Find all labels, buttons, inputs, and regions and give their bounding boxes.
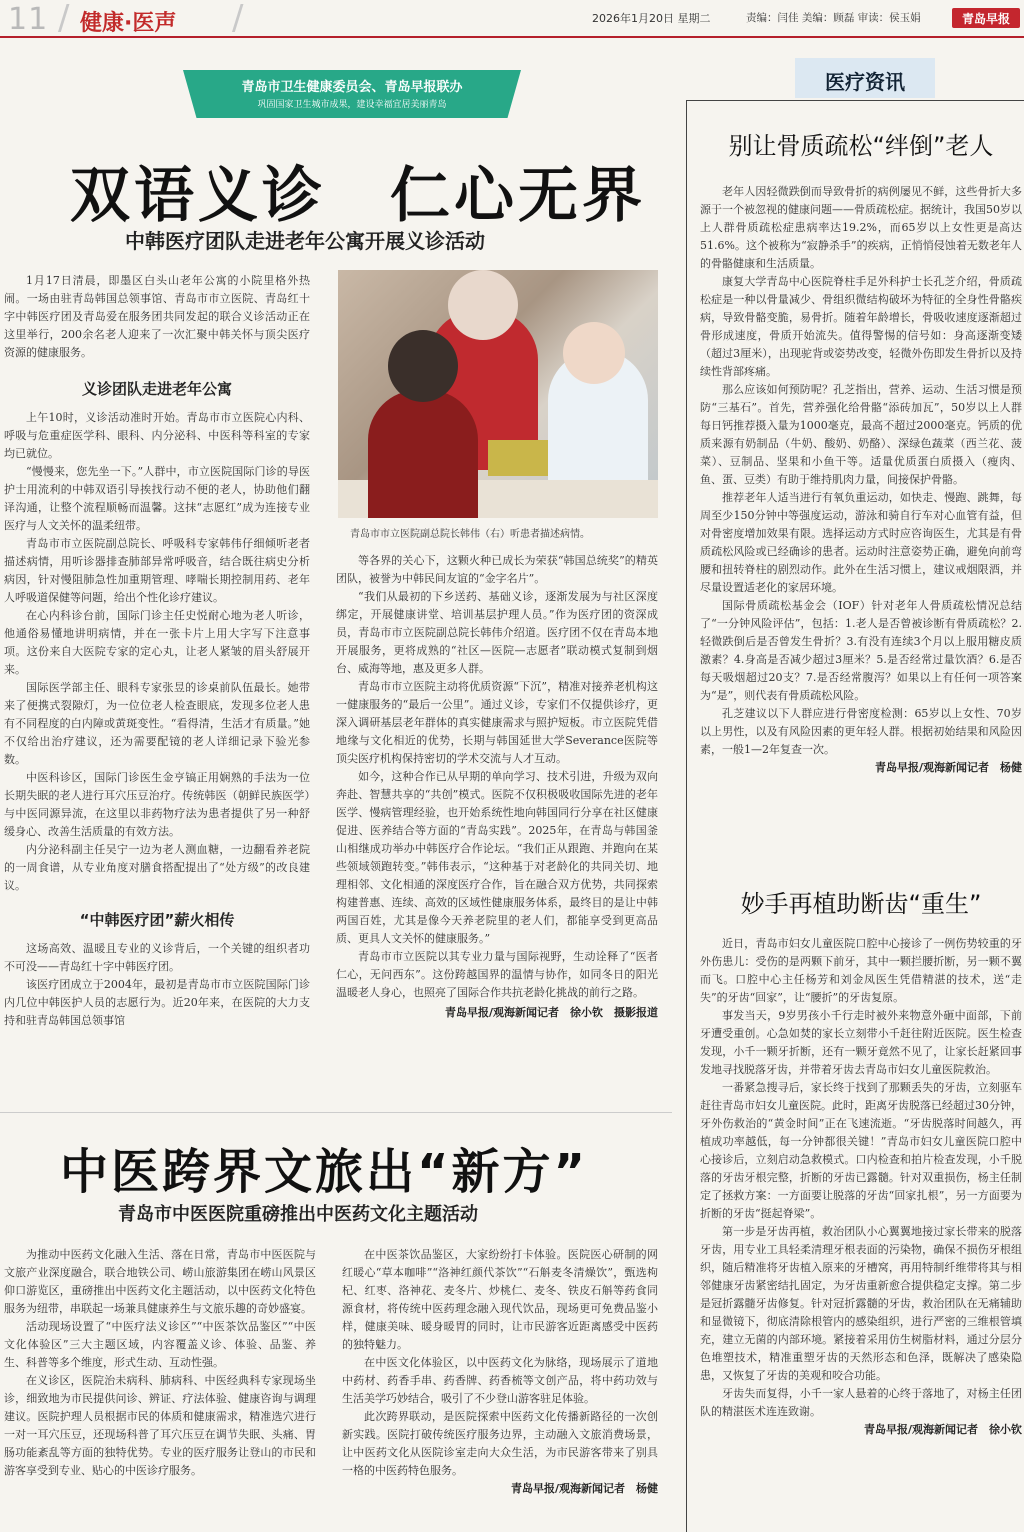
paragraph: 在中医文化体验区，以中医药文化为脉络，现场展示了道地中药材、药香手串、药香牌、药香梳等文创产品，将中药功效与生活美学巧妙结合，吸引了不少登山游客驻足体验。 [342,1356,658,1405]
paragraph: 推荐老年人适当进行有氧负重运动，如快走、慢跑、跳舞，每周至少150分钟中等强度运动，游泳和骑自行车对心血管有益，但对骨密度增加效果有限。选择运动方式时应咨询医生，尤其是有骨质疏松风险或已经确诊的患者。运动时注意姿势正确，避免向前弯腰和扭转脊柱的剧烈动作。此外在生活习惯上，建议戒烟限酒，并尽量设置适老化的家居环境。 [700,491,1022,594]
section-divider [0,1112,672,1113]
paragraph: 这场高效、温暖且专业的义诊背后，一个关键的组织者功不可没——青岛红十字中韩医疗团。 [4,942,310,973]
paragraph: 活动现场设置了“中医疗法义诊区”“中医茶饮品鉴区”“中医文化体验区”三大主题区域，内容覆盖义诊、体验、品鉴、养生、科普等多个维度，形式生动、互动性强。 [4,1320,316,1369]
paragraph: 青岛市市立医院副总院长、呼吸科专家韩伟仔细倾听老者描述病情，用听诊器排查肺部异常呼吸音，结合既往病史分析病因，针对慢阻肺急性加重期管理、哮喘长期控制用药、老年人呼吸道保健等问题，给出个性化诊疗建议。 [4,537,310,604]
article1-col1 [4,272,310,1030]
article4-byline: 青岛早报/观海新闻记者 徐小钦 [863,1423,1022,1436]
sidebar-article4 [700,884,1022,1437]
paragraph: 在中医茶饮品鉴区，大家纷纷打卡体验。医院医心研制的网红暖心“草本咖啡”“洛神红颜代茶饮”“石斛麦冬清燥饮”，甄选枸杞、红枣、洛神花、麦冬片、炒桃仁、麦冬、铁皮石斛等药食同源食材，将传统中医药理念融入现代饮品，现场更可免费品鉴小样，健康美味、暖身暖胃的同时，让市民游客近距离感受中医药的独特魅力。 [342,1248,658,1351]
photo-caption: 青岛市市立医院副总院长韩伟（右）听患者描述病情。 [350,529,590,540]
paragraph: 事发当天，9岁男孩小千行走时被外来物意外砸中面部，下前牙遭受重创。心急如焚的家长立刻带小千赶往附近医院。医生检查发现，小千一颗牙折断，还有一颗牙竟然不见了，让家长赶紧回事发地寻找脱落牙齿，并带着牙齿去青岛市妇女儿童医院救治。 [700,1009,1022,1076]
paragraph: 在心内科诊台前，国际门诊主任史悦耐心地为老人听诊，他通俗易懂地讲明病情，并在一张卡片上用大字写下注意事项。这份来自大医院专家的定心丸，让老人紧皱的眉头舒展开来。 [4,609,310,676]
paragraph: 孔芝建议以下人群应进行骨密度检测：65岁以上女性、70岁以上男性，以及有风险因素的更年轻人群。根据初始结果和风险因素，一般1—2年复查一次。 [700,707,1022,756]
paragraph: 一番紧急搜寻后，家长终于找到了那颗丢失的牙齿，立刻驱车赶往青岛市妇女儿童医院。此时，距离牙齿脱落已经超过30分钟，牙外伤救治的“黄金时间”正在飞速流逝。“牙齿脱落时间越久，再植成功率越低，每一分钟都很关键！”青岛市妇女儿童医院口腔中心接诊后，立刻启动急救模式。口内检查和拍片检查发现，小千脱落的牙齿牙根完整，折断的牙齿已露髓。针对双重损伤，杨主任制定了拯救方案：一方面要让脱落的牙齿“回家扎根”，另一方面要为折断的牙齿“挺起脊梁”。 [700,1081,1022,1220]
banner-line1: 青岛市卫生健康委员会、青岛早报联办 [241,80,463,95]
paragraph: 在义诊区，医院治未病科、肺病科、中医经典科专家现场坐诊，细致地为市民提供问诊、辨证、疗法体验、健康咨询与调理建议。医院护理人员根据市民的体质和健康需求，精准选穴进行一对一耳穴压豆，还现场科普了耳穴压豆在调节失眠、头痛、胃肠功能紊乱等方面的独特优势。专业的医疗服务让登山的市民和游客享受到专业、贴心的中医诊疗服务。 [4,1374,316,1477]
photo-patient [368,390,478,518]
article3-title: 别让骨质疏松“绊倒”老人 [728,132,994,160]
header-slash: / [232,0,244,38]
paragraph: 那么应该如何预防呢？孔芝指出，营养、运动、生活习惯是预防“三基石”。首先，营养强化给骨骼“添砖加瓦”，50岁以上人群每日钙推荐摄入量为1000毫克，最高不超过2000毫克。钙质的优质来源有奶制品（牛奶、酸奶、奶酪）、深绿色蔬菜（西兰花、菠菜）、豆制品、坚果和小鱼干等。适量优质蛋白质摄入（瘦肉、鱼、蛋、豆类）有助于维持肌肉力量，间接保护骨骼。 [700,383,1022,486]
article1-photo [338,270,658,518]
photo-nameplate [488,440,548,476]
header-slash: / [58,0,70,38]
article1-title: 双语义诊 仁心无界 [70,161,646,231]
paragraph: 第一步是牙齿再植，救治团队小心翼翼地接过家长带来的脱落牙齿，用专业工具轻柔清理牙根表面的污染物，确保不损伤牙根组织，随后精准将牙齿植入原来的牙槽窝，再用特制纤维带将其与相邻健康牙齿紧密结扎固定，为牙齿重新愈合提供稳定支撑。第二步是冠折露髓牙齿修复。针对冠折露髓的牙齿，救治团队在无痛辅助和显微镜下，彻底清除根管内的感染组织，进行严密的三维根管填充，建立无菌的内部环境。紧接着采用仿生树脂材料，通过分层分色堆塑技术，精准重塑牙齿的天然形态和色泽，既解决了感染隐患，又恢复了牙齿的美观和咬合功能。 [700,1225,1022,1382]
paragraph: 青岛市市立医院主动将优质资源“下沉”，精准对接养老机构这一健康服务的“最后一公里”。通过义诊，专家们不仅提供诊疗，更深入调研基层老年群体的真实健康需求与照护短板。市立医院凭借地缘与文化相近的优势，长期与韩国延世大学Severance医院等顶尖医疗机构保持密切的学术交流与人才互动。 [336,680,658,765]
paragraph: 中医科诊区，国际门诊医生金亨镐正用娴熟的手法为一位长期失眠的老人进行耳穴压豆治疗。传统韩医（朝鲜民族医学）与中医同源异流，在这里以非药物疗法为患者提供了另一种舒缓身心、改善生活质量的有效方法。 [4,771,310,838]
photo-doctor-head [563,322,625,384]
paragraph: 上午10时，义诊活动准时开始。青岛市市立医院心内科、呼吸与危重症医学科、眼科、内分泌科、中医科等科室的专家均已就位。 [4,411,310,460]
article2-byline: 青岛早报/观海新闻记者 杨健 [510,1482,658,1495]
paragraph: 国际骨质疏松基金会（IOF）针对老年人骨质疏松情况总结了“一分钟风险评估”，包括：1.老人是否曾被诊断有骨质疏松？2.轻微跌倒后是否曾发生骨折？3.有没有连续3个月以上服用糖皮质激素？4.身高是否减少超过3厘米？5.是否经常过量饮酒？6.是否每天吸烟超过20支？7.是否经常腹泻？如果以上有任何一项答案为“是”，则代表有骨质疏松风险。 [700,599,1022,702]
banner-line2: 巩固国家卫生城市成果，建设幸福宜居美丽青岛 [257,100,447,110]
article1-col2 [336,552,658,1020]
article2-col1 [4,1246,316,1480]
photo-patient-head [388,330,458,402]
paragraph: 牙齿失而复得，小千一家人悬着的心终于落地了，对杨主任团队的精湛医术连连致谢。 [700,1387,1022,1418]
article2-col2 [342,1246,658,1496]
paragraph: “慢慢来，您先坐一下。”人群中，市立医院国际门诊的导医护士用流利的中韩双语引导挨找行动不便的老人，协助他们翻译沟通，让整个流程顺畅而温馨。这抹“志愿红”成为连接专业医疗与人文关怀的温柔纽带。 [4,465,310,532]
newspaper-logo: 青岛早报 [952,8,1020,28]
paragraph: 老年人因轻微跌倒而导致骨折的病例屡见不鲜，这些骨折大多源于一个被忽视的健康问题——骨质疏松症。据统计，我国50岁以上人群骨质疏松症患病率达19.2%，而65岁以上女性更是高达51.6%。这个被称为“寂静杀手”的疾病，正悄悄侵蚀着无数老年人的骨骼健康和生活质量。 [700,185,1022,270]
issue-date: 2026年1月20日 星期二 [592,12,711,25]
article1-subhead2: “中韩医疗团”薪火相传 [79,911,235,929]
article2-title: 中医跨界文旅出“新方” [60,1144,589,1200]
sidebar-tab-label: 医疗资讯 [825,70,905,94]
article1-byline: 青岛早报/观海新闻记者 徐小钦 摄影报道 [444,1006,658,1019]
paragraph: 等各界的关心下，这颗火种已成长为荣获“韩国总统奖”的精英团队，被誉为中韩民间友谊的“金字名片”。 [336,554,658,585]
section-title: 健康·医声 [80,11,177,36]
paragraph: 该医疗团成立于2004年，最初是青岛市市立医院国际门诊内几位中韩医护人员的志愿行为。近20年来，在医院的大力支持和驻青岛韩国总领事馆 [4,978,310,1027]
photo-volunteer-head [448,270,518,340]
paragraph: 内分泌科副主任吴宁一边为老人测血糖，一边翻看养老院的一周食谱，从专业角度对膳食搭配提出了“处方级”的改良建议。 [4,843,310,892]
paragraph: 为推动中医药文化融入生活、落在日常，青岛市中医医院与文旅产业深度融合，联合地铁公司、崂山旅游集团在崂山风景区仰口游览区，重磅推出中医药文化主题活动，以中医药文化特色服务为纽带，串联起一场兼具健康养生与文旅乐趣的奇妙盛宴。 [4,1248,316,1315]
paragraph: “我们从最初的下乡送药、基础义诊，逐渐发展为与社区深度绑定，开展健康讲堂、培训基层护理人员。”作为医疗团的资深成员，青岛市市立医院副总院长韩伟介绍道。医疗团不仅在青岛本地开展服务，更将成熟的“社区—医院—志愿者”联动模式复制到烟台、威海等地，惠及更多人群。 [336,590,658,675]
staff-credits: 责编：闫佳 美编：顾磊 审读：侯玉娟 [746,12,921,24]
paragraph: 青岛市市立医院以其专业力量与国际视野，生动诠释了“医者仁心，无问西东”。这份跨越国界的温情与协作，如同冬日的阳光温暖老人身心，也照亮了国际合作共抗老龄化挑战的前行之路。 [336,950,658,999]
paragraph: 1月17日清晨，即墨区白头山老年公寓的小院里格外热闹。一场由驻青岛韩国总领事馆、青岛市市立医院、青岛红十字中韩医疗团及青岛爱在服务团共同发起的联合义诊活动正在这里举行，200余名老人迎来了一次汇聚中韩关怀与顶尖医疗资源的健康服务。 [4,274,310,359]
paragraph: 如今，这种合作已从早期的单向学习、技术引进，升级为双向奔赴、智慧共享的“共创”模式。医院不仅积极吸收国际先进的老年医学、慢病管理经验，也开始系统性地向韩国同行分享在社区健康促进、医养结合等方面的“青岛实践”。2025年，在青岛与韩国釜山相继成功举办中韩医疗合作论坛。“我们正从跟跑、并跑向在某些领域领跑转变。”韩伟表示，“这种基于对老龄化的共同关切、地理相邻、文化相通的深度医疗合作，旨在融合双方优势，共同探索构建普惠、连续、高效的区域性健康服务体系，最终目的是让中韩两国百姓，尤其是像今天养老院里的老人们，都能享受到更高品质、更具人文关怀的健康服务。” [336,770,658,945]
paragraph: 此次跨界联动，是医院探索中医药文化传播新路径的一次创新实践。医院打破传统医疗服务边界，主动融入文旅消费场景，让中医药文化从医院诊室走向大众生活，为市民游客带来了别具一格的中医药特色服务。 [342,1410,658,1477]
article1-subhead1: 义诊团队走进老年公寓 [81,380,232,398]
article3-byline: 青岛早报/观海新闻记者 杨健 [874,761,1022,774]
article4-title: 妙手再植助断齿“重生” [740,890,982,918]
page-number: 11 [8,2,49,37]
sidebar-article3 [700,126,1022,775]
paragraph: 康复大学青岛中心医院脊柱手足外科护士长孔芝介绍，骨质疏松症是一种以骨量减少、骨组织微结构破坏为特征的全身性骨骼疾病，导致骨骼变脆，易骨折。随着年龄增长，骨吸收速度逐渐超过骨形成速度，骨质开始流失。值得警惕的信号如：身高逐渐变矮（超过3厘米），出现驼背或姿势改变，轻微外伤即发生骨折以及持续性背部疼痛。 [700,275,1022,378]
paragraph: 国际医学部主任、眼科专家张昱的诊桌前队伍最长。她带来了便携式裂隙灯，为一位位老人检查眼底，发现多位老人患有不同程度的白内障或黄斑变性。“看得清，生活才有质量。”她不仅给出治疗建议，还为需要配镜的老人详细记录下验光参数。 [4,681,310,766]
article1-subtitle: 中韩医疗团队走进老年公寓开展义诊活动 [125,229,485,253]
paragraph: 近日，青岛市妇女儿童医院口腔中心接诊了一例伤势较重的牙外伤患儿：受伤的是两颗下前牙，其中一颗拦腰折断，另一颗不翼而飞。口腔中心主任杨芳和刘金凤医生凭借精湛的技术，送“走失”的牙齿“回家”，让“腰折”的牙齿复原。 [700,937,1022,1004]
article2-subtitle: 青岛市中医医院重磅推出中医药文化主题活动 [118,1204,478,1225]
